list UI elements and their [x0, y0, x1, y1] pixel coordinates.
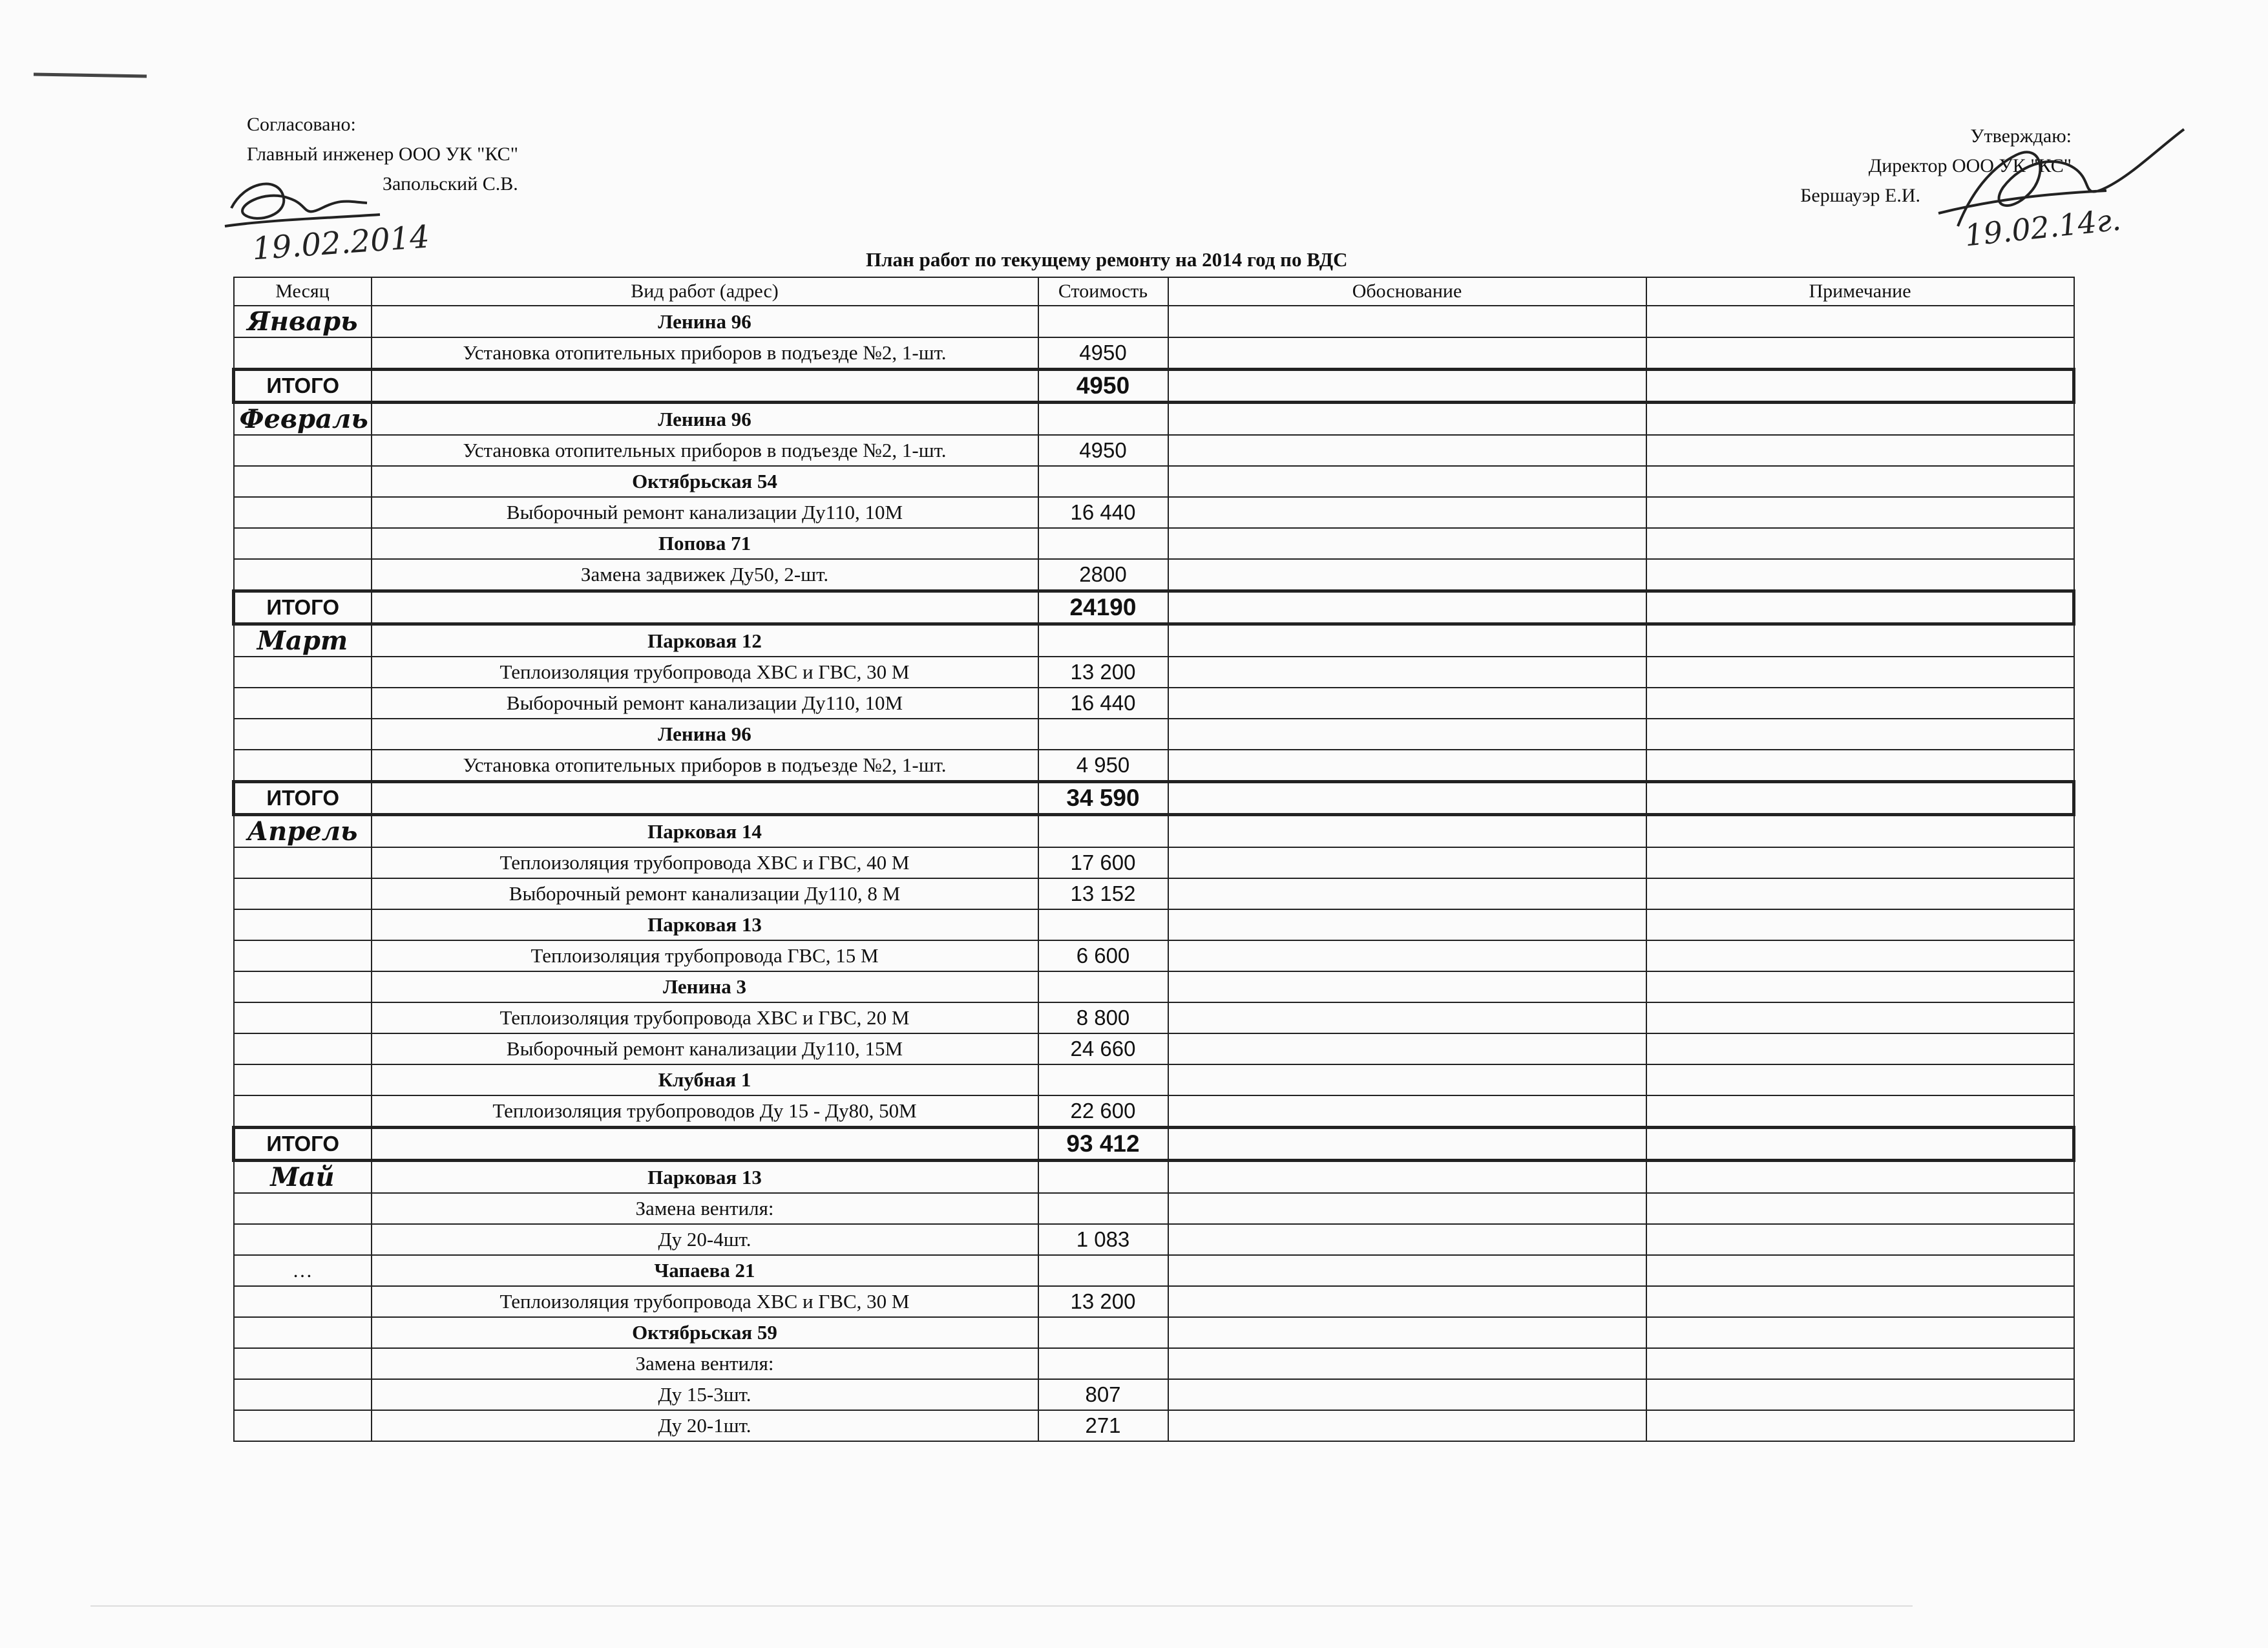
note-cell: [1646, 435, 2074, 466]
cost-cell: 4950: [1038, 337, 1168, 370]
column-header: Стоимость: [1038, 277, 1168, 306]
cost-cell: [1038, 909, 1168, 940]
month-cell: [234, 497, 372, 528]
basis-cell: [1168, 1286, 1646, 1317]
address-cell: Ленина 96: [372, 719, 1038, 750]
work-cell: Ду 20-1шт.: [372, 1410, 1038, 1441]
address-cell: Парковая 13: [372, 909, 1038, 940]
month-cell: [234, 847, 372, 878]
month-cell: [234, 1379, 372, 1410]
total-label: ИТОГО: [234, 1128, 372, 1161]
cost-cell: 22 600: [1038, 1095, 1168, 1128]
note-cell: [1646, 940, 2074, 971]
cost-cell: 13 152: [1038, 878, 1168, 909]
basis-cell: [1168, 306, 1646, 337]
month-cell: …: [234, 1255, 372, 1286]
month-cell: Май: [234, 1161, 372, 1194]
note-cell: [1646, 1095, 2074, 1128]
month-cell: Апрель: [234, 815, 372, 848]
work-cell: Установка отопительных приборов в подъезде №2, 1-шт.: [372, 337, 1038, 370]
work-cell: Замена задвижек Ду50, 2-шт.: [372, 559, 1038, 591]
note-cell: [1646, 657, 2074, 688]
work-row: [234, 878, 2074, 909]
address-row: [234, 403, 2074, 436]
total-cost: 4950: [1038, 370, 1168, 403]
cost-cell: 271: [1038, 1410, 1168, 1441]
note-cell: [1646, 1033, 2074, 1064]
address-cell: Ленина 96: [372, 403, 1038, 436]
cost-cell: 8 800: [1038, 1002, 1168, 1033]
note-cell: [1646, 1224, 2074, 1255]
note-cell: [1646, 370, 2074, 403]
note-cell: [1646, 1193, 2074, 1224]
work-row: [234, 497, 2074, 528]
note-cell: [1646, 1002, 2074, 1033]
address-row: [234, 1064, 2074, 1095]
basis-cell: [1168, 528, 1646, 559]
work-row: [234, 688, 2074, 719]
work-cell: Теплоизоляция трубопровода ХВС и ГВС, 30 М: [372, 657, 1038, 688]
column-header: Примечание: [1646, 277, 2074, 306]
work-cell: Установка отопительных приборов в подъезде №2, 1-шт.: [372, 750, 1038, 782]
work-row: [234, 750, 2074, 782]
address-cell: Ленина 3: [372, 971, 1038, 1002]
address-row: [234, 528, 2074, 559]
month-cell: [234, 1002, 372, 1033]
cost-cell: 1 083: [1038, 1224, 1168, 1255]
cost-cell: [1038, 306, 1168, 337]
note-cell: [1646, 559, 2074, 591]
basis-cell: [1168, 971, 1646, 1002]
confirm-label: Утверждаю:: [1970, 125, 2072, 147]
basis-cell: [1168, 878, 1646, 909]
approved-position: Главный инженер ООО УК "КС": [247, 143, 518, 165]
work-row: [234, 337, 2074, 370]
address-cell: Ленина 96: [372, 306, 1038, 337]
work-row: [234, 1348, 2074, 1379]
work-row: [234, 559, 2074, 591]
basis-cell: [1168, 719, 1646, 750]
basis-cell: [1168, 435, 1646, 466]
work-cell: [372, 782, 1038, 815]
address-cell: Клубная 1: [372, 1064, 1038, 1095]
cost-cell: [1038, 1317, 1168, 1348]
note-cell: [1646, 1348, 2074, 1379]
work-row: [234, 1379, 2074, 1410]
address-row: [234, 466, 2074, 497]
cost-cell: [1038, 1064, 1168, 1095]
basis-cell: [1168, 559, 1646, 591]
month-cell: [234, 1317, 372, 1348]
address-row: [234, 306, 2074, 337]
month-cell: [234, 1224, 372, 1255]
basis-cell: [1168, 1317, 1646, 1348]
basis-cell: [1168, 815, 1646, 848]
basis-cell: [1168, 591, 1646, 624]
note-cell: [1646, 1317, 2074, 1348]
cost-cell: 4950: [1038, 435, 1168, 466]
basis-cell: [1168, 940, 1646, 971]
work-cell: Теплоизоляция трубопровода ГВС, 15 М: [372, 940, 1038, 971]
month-cell: [234, 878, 372, 909]
cost-cell: [1038, 1348, 1168, 1379]
total-row: [234, 591, 2074, 624]
note-cell: [1646, 878, 2074, 909]
work-cell: Выборочный ремонт канализации Ду110, 10М: [372, 688, 1038, 719]
note-cell: [1646, 1410, 2074, 1441]
address-cell: Чапаева 21: [372, 1255, 1038, 1286]
cost-cell: [1038, 528, 1168, 559]
month-cell: Февраль: [234, 403, 372, 436]
plan-table: [232, 277, 2075, 1442]
month-cell: [234, 559, 372, 591]
address-row: [234, 909, 2074, 940]
month-cell: [234, 1410, 372, 1441]
work-cell: [372, 591, 1038, 624]
work-cell: Ду 15-3шт.: [372, 1379, 1038, 1410]
cost-cell: 16 440: [1038, 497, 1168, 528]
total-cost: 93 412: [1038, 1128, 1168, 1161]
basis-cell: [1168, 1379, 1646, 1410]
work-row: [234, 435, 2074, 466]
total-row: [234, 782, 2074, 815]
basis-cell: [1168, 1064, 1646, 1095]
page-edge: [90, 1605, 1913, 1607]
basis-cell: [1168, 1002, 1646, 1033]
month-cell: Январь: [234, 306, 372, 337]
cost-cell: [1038, 1255, 1168, 1286]
month-cell: [234, 1286, 372, 1317]
basis-cell: [1168, 466, 1646, 497]
total-label: ИТОГО: [234, 370, 372, 403]
total-label: ИТОГО: [234, 782, 372, 815]
header-row: [234, 277, 2074, 306]
approved-date: 19.02.2014: [251, 218, 431, 268]
basis-cell: [1168, 1033, 1646, 1064]
total-label: ИТОГО: [234, 591, 372, 624]
basis-cell: [1168, 1193, 1646, 1224]
work-cell: Выборочный ремонт канализации Ду110, 8 М: [372, 878, 1038, 909]
month-cell: [234, 971, 372, 1002]
work-row: [234, 1224, 2074, 1255]
note-cell: [1646, 1064, 2074, 1095]
cost-cell: 807: [1038, 1379, 1168, 1410]
basis-cell: [1168, 1161, 1646, 1194]
month-cell: [234, 1193, 372, 1224]
month-cell: [234, 1095, 372, 1128]
address-row: [234, 971, 2074, 1002]
note-cell: [1646, 1255, 2074, 1286]
basis-cell: [1168, 337, 1646, 370]
note-cell: [1646, 624, 2074, 657]
month-cell: [234, 719, 372, 750]
basis-cell: [1168, 1410, 1646, 1441]
basis-cell: [1168, 782, 1646, 815]
total-row: [234, 370, 2074, 403]
basis-cell: [1168, 624, 1646, 657]
basis-cell: [1168, 403, 1646, 436]
cost-cell: 24 660: [1038, 1033, 1168, 1064]
basis-cell: [1168, 497, 1646, 528]
work-cell: Замена вентиля:: [372, 1193, 1038, 1224]
work-row: [234, 1286, 2074, 1317]
total-row: [234, 1128, 2074, 1161]
note-cell: [1646, 971, 2074, 1002]
basis-cell: [1168, 688, 1646, 719]
note-cell: [1646, 403, 2074, 436]
work-row: [234, 847, 2074, 878]
address-cell: Парковая 13: [372, 1161, 1038, 1194]
basis-cell: [1168, 1128, 1646, 1161]
month-cell: [234, 337, 372, 370]
work-cell: Теплоизоляция трубопровода ХВС и ГВС, 20 М: [372, 1002, 1038, 1033]
work-cell: Установка отопительных приборов в подъезде №2, 1-шт.: [372, 435, 1038, 466]
address-cell: Попова 71: [372, 528, 1038, 559]
work-row: [234, 940, 2074, 971]
cost-cell: 13 200: [1038, 1286, 1168, 1317]
cost-cell: 17 600: [1038, 847, 1168, 878]
basis-cell: [1168, 909, 1646, 940]
cost-cell: [1038, 466, 1168, 497]
basis-cell: [1168, 1255, 1646, 1286]
cost-cell: 2800: [1038, 559, 1168, 591]
work-row: [234, 1193, 2074, 1224]
work-cell: Выборочный ремонт канализации Ду110, 15М: [372, 1033, 1038, 1064]
work-cell: Выборочный ремонт канализации Ду110, 10М: [372, 497, 1038, 528]
note-cell: [1646, 1286, 2074, 1317]
confirm-position: Директор ООО УК "КС": [1868, 155, 2072, 176]
work-cell: Теплоизоляция трубопроводов Ду 15 - Ду80, 50М: [372, 1095, 1038, 1128]
note-cell: [1646, 1379, 2074, 1410]
column-header: Вид работ (адрес): [372, 277, 1038, 306]
note-cell: [1646, 466, 2074, 497]
basis-cell: [1168, 657, 1646, 688]
note-cell: [1646, 497, 2074, 528]
address-row: [234, 719, 2074, 750]
cost-cell: [1038, 1193, 1168, 1224]
note-cell: [1646, 591, 2074, 624]
cost-cell: [1038, 624, 1168, 657]
note-cell: [1646, 306, 2074, 337]
month-cell: [234, 1033, 372, 1064]
cost-cell: [1038, 1161, 1168, 1194]
address-cell: Октябрьская 54: [372, 466, 1038, 497]
work-cell: [372, 1128, 1038, 1161]
basis-cell: [1168, 1224, 1646, 1255]
month-cell: [234, 1064, 372, 1095]
note-cell: [1646, 337, 2074, 370]
cost-cell: 6 600: [1038, 940, 1168, 971]
note-cell: [1646, 815, 2074, 848]
month-cell: [234, 909, 372, 940]
work-row: [234, 1002, 2074, 1033]
address-cell: Парковая 12: [372, 624, 1038, 657]
work-cell: Ду 20-4шт.: [372, 1224, 1038, 1255]
cost-cell: [1038, 403, 1168, 436]
note-cell: [1646, 688, 2074, 719]
work-row: [234, 657, 2074, 688]
note-cell: [1646, 528, 2074, 559]
cost-cell: [1038, 719, 1168, 750]
address-row: [234, 1161, 2074, 1194]
note-cell: [1646, 1128, 2074, 1161]
basis-cell: [1168, 1348, 1646, 1379]
month-cell: [234, 528, 372, 559]
cost-cell: [1038, 971, 1168, 1002]
cost-cell: 13 200: [1038, 657, 1168, 688]
note-cell: [1646, 909, 2074, 940]
work-row: [234, 1410, 2074, 1441]
column-header: Месяц: [234, 277, 372, 306]
work-row: [234, 1095, 2074, 1128]
month-cell: [234, 688, 372, 719]
total-cost: 24190: [1038, 591, 1168, 624]
month-cell: Март: [234, 624, 372, 657]
basis-cell: [1168, 750, 1646, 782]
work-row: [234, 1033, 2074, 1064]
month-cell: [234, 940, 372, 971]
cost-cell: [1038, 815, 1168, 848]
address-row: [234, 815, 2074, 848]
month-cell: [234, 435, 372, 466]
note-cell: [1646, 782, 2074, 815]
basis-cell: [1168, 370, 1646, 403]
address-cell: Парковая 14: [372, 815, 1038, 848]
approved-name: Запольский С.В.: [383, 173, 518, 195]
month-cell: [234, 750, 372, 782]
note-cell: [1646, 719, 2074, 750]
address-row: [234, 1317, 2074, 1348]
confirm-name: Бершауэр Е.И.: [1800, 185, 1920, 206]
basis-cell: [1168, 847, 1646, 878]
month-cell: [234, 1348, 372, 1379]
month-cell: [234, 657, 372, 688]
note-cell: [1646, 1161, 2074, 1194]
note-cell: [1646, 847, 2074, 878]
work-cell: [372, 370, 1038, 403]
confirm-date: 19.02.14г.: [1962, 202, 2123, 253]
total-cost: 34 590: [1038, 782, 1168, 815]
work-cell: Замена вентиля:: [372, 1348, 1038, 1379]
basis-cell: [1168, 1095, 1646, 1128]
address-cell: Октябрьская 59: [372, 1317, 1038, 1348]
cost-cell: 16 440: [1038, 688, 1168, 719]
work-cell: Теплоизоляция трубопровода ХВС и ГВС, 40 М: [372, 847, 1038, 878]
scan-mark: [34, 72, 147, 78]
column-header: Обоснование: [1168, 277, 1646, 306]
address-row: [234, 624, 2074, 657]
address-row: [234, 1255, 2074, 1286]
cost-cell: 4 950: [1038, 750, 1168, 782]
note-cell: [1646, 750, 2074, 782]
month-cell: [234, 466, 372, 497]
work-cell: Теплоизоляция трубопровода ХВС и ГВС, 30 М: [372, 1286, 1038, 1317]
document-title: План работ по текущему ремонту на 2014 год по ВДС: [866, 248, 1348, 271]
approved-label: Согласовано:: [247, 114, 356, 135]
